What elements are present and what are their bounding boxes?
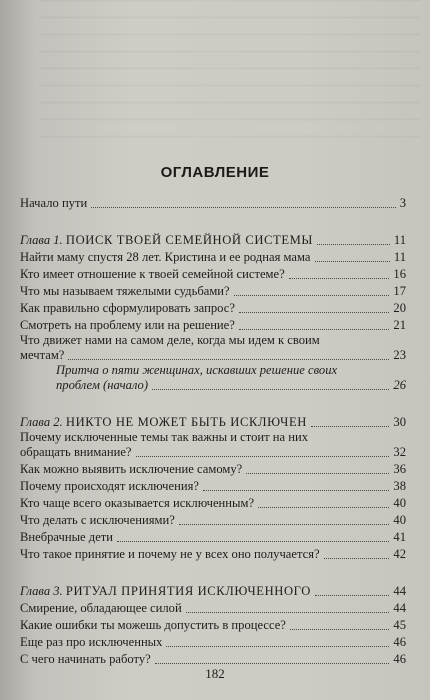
toc-entry: Как правильно сформулировать запрос? 20 xyxy=(20,301,406,315)
toc-entry: Почему исключенные темы так важны и стоит на них обращать внимание? 32 xyxy=(20,430,406,459)
toc-entry: Еще раз про исключенных 46 xyxy=(20,635,406,649)
table-of-contents xyxy=(20,194,406,667)
toc-entry: Кто имеет отношение к твоей семейной системе? 16 xyxy=(20,267,406,281)
toc-entry: Почему происходят исключения? 38 xyxy=(20,479,406,493)
toc-entry: Как можно выявить исключение самому? 36 xyxy=(20,462,406,476)
toc-entry: Внебрачные дети 41 xyxy=(20,530,406,544)
toc-entry: Кто чаще всего оказывается исключенным? 40 xyxy=(20,496,406,510)
toc-entry: Смирение, обладающее силой 44 xyxy=(20,601,406,615)
toc-entry: Что движет нами на самом деле, когда мы идем к своим мечтам? 23 xyxy=(20,333,406,362)
toc-chapter-1: Глава 1. ПОИСК ТВОЕЙ СЕМЕЙНОЙ СИСТЕМЫ 11 xyxy=(20,233,406,247)
toc-entry: Смотреть на проблему или на решение? 21 xyxy=(20,318,406,332)
toc-entry: С чего начинать работу? 46 xyxy=(20,652,406,666)
toc-chapter-2: Глава 2. НИКТО НЕ МОЖЕТ БЫТЬ ИСКЛЮЧЕН 30 xyxy=(20,415,406,429)
toc-entry: Что мы называем тяжелыми судьбами? 17 xyxy=(20,284,406,298)
toc-entry: Найти маму спустя 28 лет. Кристина и ее родная мама 11 xyxy=(20,250,406,264)
toc-chapter-3: Глава 3. РИТУАЛ ПРИНЯТИЯ ИСКЛЮЧЕННОГО 44 xyxy=(20,584,406,598)
toc-entry: Какие ошибки ты можешь допустить в процессе? 45 xyxy=(20,618,406,632)
show-through-texture xyxy=(40,0,420,150)
contents-heading: ОГЛАВЛЕНИЕ xyxy=(160,164,270,181)
toc-entry-parable: Притча о пяти женщинах, искавших решение своих проблем (начало) 26 xyxy=(56,363,406,392)
toc-entry: Что делать с исключениями? 40 xyxy=(20,513,406,527)
page-number: 182 xyxy=(205,666,225,681)
toc-entry: Что такое принятие и почему не у всех оно получается? 42 xyxy=(20,547,406,561)
toc-entry-start: Начало пути 3 xyxy=(20,196,406,210)
